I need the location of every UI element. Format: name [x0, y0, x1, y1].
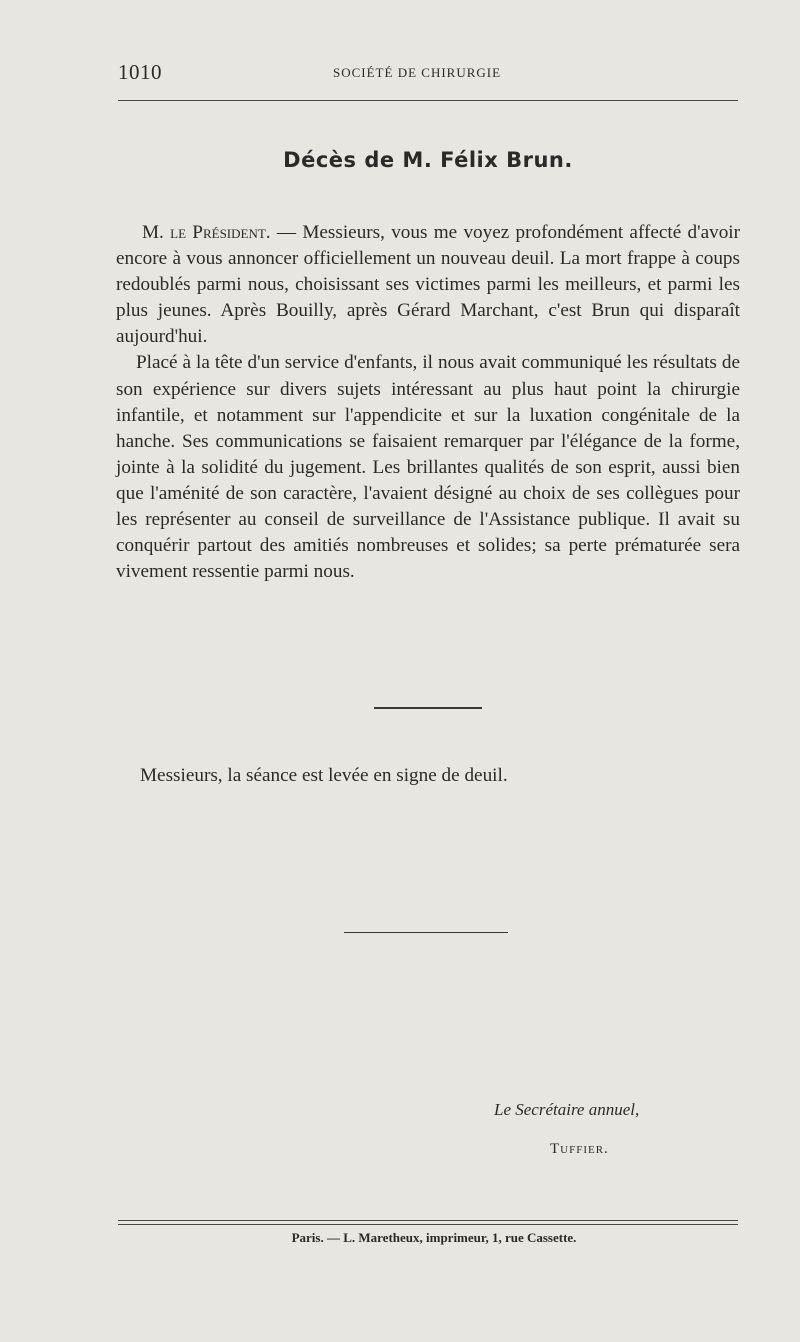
signature-name: Tuffier.: [550, 1141, 609, 1157]
footer-rule: [118, 1224, 738, 1225]
article-body: [116, 220, 740, 585]
article-title: Décès de M. Félix Brun.: [283, 148, 573, 172]
section-divider: [344, 932, 508, 933]
signature-role: Le Secrétaire annuel,: [494, 1100, 640, 1119]
page-header: [118, 58, 738, 88]
footer-rule: [118, 1220, 738, 1221]
printer-imprint: Paris. — L. Maretheux, imprimeur, 1, rue Cassette.: [291, 1230, 577, 1245]
running-head: SOCIÉTÉ DE CHIRURGIE: [333, 65, 502, 80]
header-rule: [118, 100, 738, 101]
paragraph-1: [116, 220, 740, 350]
paragraph-1-text: — Messieurs, vous me voyez profondément affecté d'avoir encore à vous annoncer officiellement un nouveau deuil. La mort frappe à coups redoublés parmi nous, choisissant ses victimes parmi les meilleurs, et parmi les plus jeunes. Après Bouilly, après Gérard Marchant, c'est Brun qui disparaît aujourd'hui.: [116, 222, 741, 348]
section-divider: [374, 707, 482, 709]
paragraph-2: Placé à la tête d'un service d'enfants, il nous avait communiqué les résultats de son expérience sur divers sujets intéressant au plus haut point la chirurgie infantile, et notamment sur l'appendicite et sur la luxation congénitale de la hanche. Ses communications se faisaient remarquer par l'élégance de la forme, jointe à la solidité du jugement. Les brillantes qualités de son esprit, aussi bien que l'aménité de son caractère, l'avaient désigné au choix de ses collègues pour les représenter au conseil de surveillance de l'Assistance publique. Il avait su conquérir partout des amitiés nombreuses et solides; sa perte prématurée sera vivement ressentie parmi nous.: [116, 352, 740, 583]
page-number: 1010: [118, 60, 162, 84]
closing-statement: Messieurs, la séance est levée en signe de deuil.: [140, 765, 508, 786]
speaker-name: M. le Président.: [142, 222, 271, 243]
